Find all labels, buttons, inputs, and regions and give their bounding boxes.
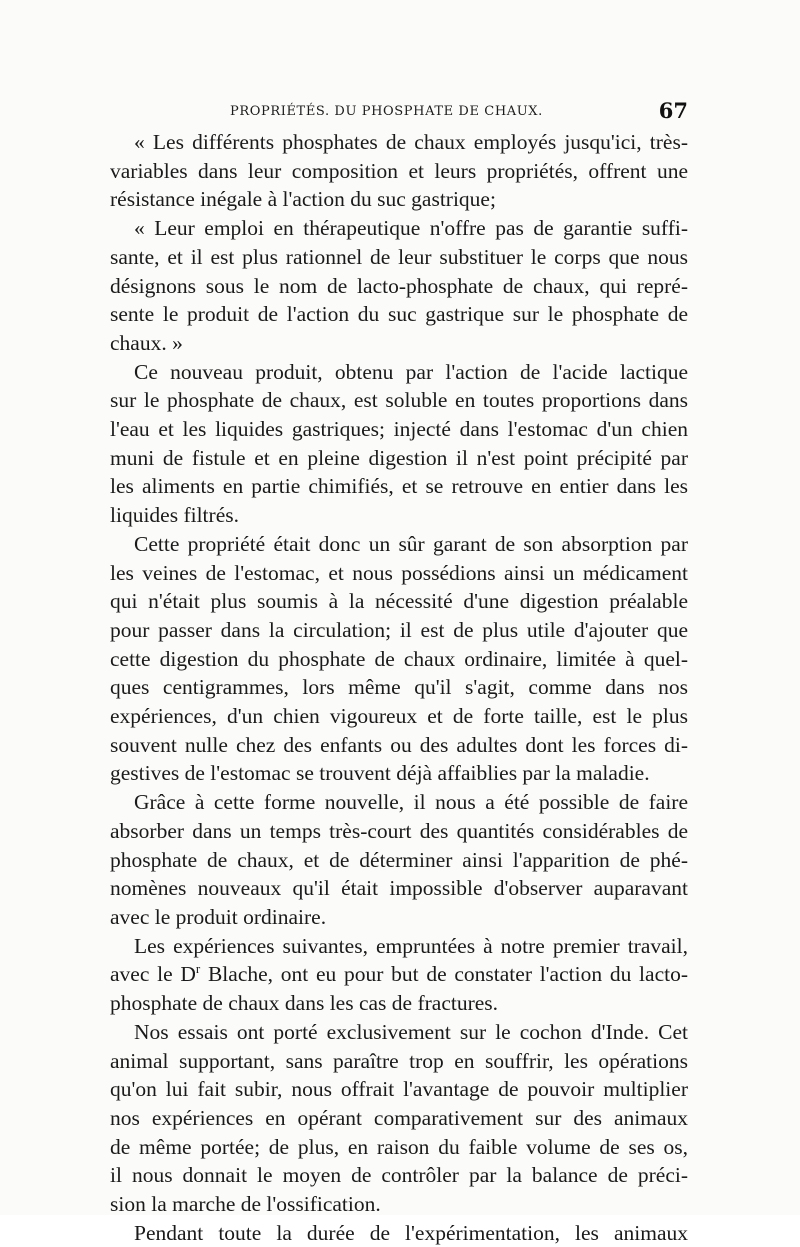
text-line: il nous donnait le moyen de contrôler par la balance de préci- bbox=[110, 1163, 688, 1188]
text-line: liquides filtrés. bbox=[110, 503, 239, 528]
text-line: ques centigrammes, lors même qu'il s'agit, comme dans nos bbox=[110, 675, 688, 700]
text-line: qui n'était plus soumis à la nécessité d'une digestion préalable bbox=[110, 589, 688, 614]
running-header bbox=[110, 98, 688, 128]
body-text bbox=[110, 128, 688, 1247]
text-fragment: Blache, ont eu pour but de constater l'action du lacto- bbox=[200, 962, 688, 987]
text-line: les veines de l'estomac, et nous possédions ainsi un médicament bbox=[110, 560, 688, 585]
text-line: cette digestion du phosphate de chaux ordinaire, limitée à quel- bbox=[110, 646, 688, 671]
text-line: gestives de l'estomac se trouvent déjà affaiblies par la maladie. bbox=[110, 761, 650, 786]
text-line: pour passer dans la circulation; il est de plus utile d'ajouter que bbox=[110, 617, 688, 642]
text-line: sion la marche de l'ossification. bbox=[110, 1192, 381, 1217]
text-line: qu'on lui fait subir, nous offrait l'avantage de pouvoir multiplier bbox=[110, 1077, 688, 1102]
text-line: les aliments en partie chimifiés, et se retrouve en entier dans les bbox=[110, 474, 688, 499]
text-line: Pendant toute la durée de l'expérimentation, les animaux bbox=[134, 1220, 688, 1245]
text-line: sante, et il est plus rationnel de leur substituer le corps que nous bbox=[110, 244, 688, 269]
text-line: Cette propriété était donc un sûr garant de son absorption par bbox=[134, 531, 688, 556]
text-fragment: avec le D bbox=[110, 962, 196, 987]
text-line: souvent nulle chez des enfants ou des adultes dont les forces di- bbox=[110, 732, 688, 757]
text-line: Les expériences suivantes, empruntées à notre premier travail, bbox=[134, 933, 688, 958]
text-line: désignons sous le nom de lacto-phosphate de chaux, qui repré- bbox=[110, 273, 688, 298]
text-line: « Leur emploi en thérapeutique n'offre pas de garantie suffi- bbox=[134, 216, 688, 241]
text-line: nomènes nouveaux qu'il était impossible d'observer auparavant bbox=[110, 876, 688, 901]
text-line: variables dans leur composition et leurs propriétés, offrent une bbox=[110, 158, 688, 183]
text-line: nos expériences en opérant comparativement sur des animaux bbox=[110, 1105, 688, 1130]
text-line: animal supportant, sans paraître trop en souffrir, les opérations bbox=[110, 1048, 688, 1073]
text-line: sente le produit de l'action du suc gastrique sur le phosphate de bbox=[110, 302, 688, 327]
superscript: r bbox=[195, 961, 201, 977]
page-number: 67 bbox=[658, 98, 688, 123]
text-line: phosphate de chaux dans les cas de fractures. bbox=[110, 991, 499, 1016]
text-line: Nos essais ont porté exclusivement sur le cochon d'Inde. Cet bbox=[134, 1019, 688, 1044]
text-line: « Les différents phosphates de chaux employés jusqu'ici, très- bbox=[134, 130, 688, 154]
text-line: muni de fistule et en pleine digestion il n'est point précipité par bbox=[110, 445, 688, 470]
text-line: l'eau et les liquides gastriques; injecté dans l'estomac d'un chien bbox=[110, 417, 688, 442]
text-line: Grâce à cette forme nouvelle, il nous a été possible de faire bbox=[134, 790, 688, 815]
text-line: phosphate de chaux, et de déterminer ainsi l'apparition de phé- bbox=[110, 847, 688, 872]
text-line: expériences, d'un chien vigoureux et de forte taille, est le plus bbox=[110, 704, 688, 729]
text-line: absorber dans un temps très-court des quantités considérables de bbox=[110, 818, 688, 843]
text-line: avec le produit ordinaire. bbox=[110, 904, 327, 929]
text-line: résistance inégale à l'action du suc gastrique; bbox=[110, 187, 496, 212]
text-line bbox=[110, 960, 688, 989]
text-line: chaux. » bbox=[110, 330, 183, 355]
text-line: de même portée; de plus, en raison du faible volume de ses os, bbox=[110, 1134, 688, 1159]
running-title: PROPRIÉTÉS. DU PHOSPHATE DE CHAUX. bbox=[230, 104, 543, 119]
text-line: Ce nouveau produit, obtenu par l'action de l'acide lactique bbox=[134, 359, 688, 384]
text-line: sur le phosphate de chaux, est soluble en toutes proportions dans bbox=[110, 388, 688, 413]
